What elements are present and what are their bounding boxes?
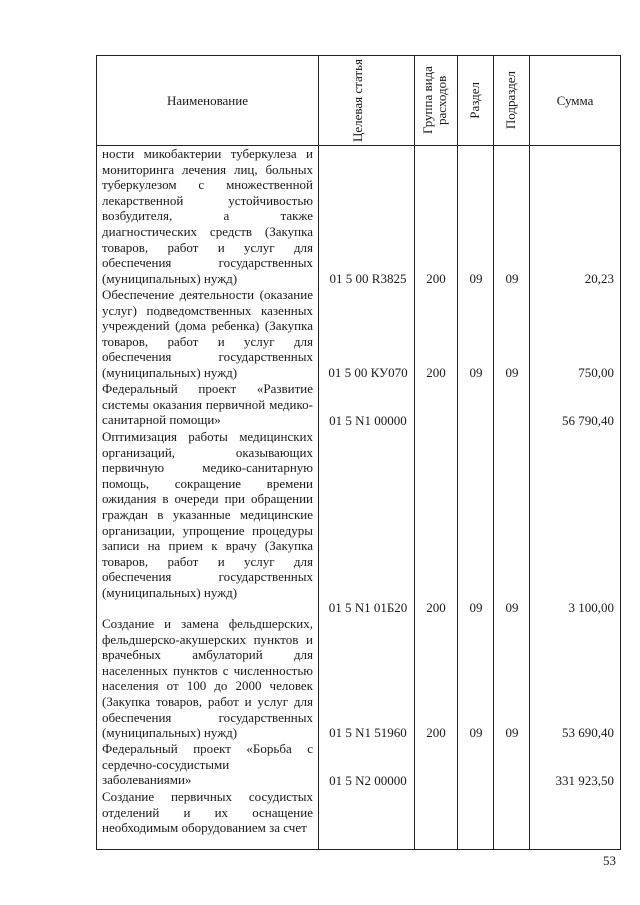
row-section: 09: [469, 600, 483, 615]
row-description: Обеспечение деятельности (оказание услуг) подведомственных казенных учреждений (дома ребенка) (Закупка товаров, работ и услуг для обеспечения государственных (муниципальных) нужд): [102, 287, 313, 380]
col-divider: [457, 56, 458, 849]
row-description: Создание и замена фельдшерских, фельдшерско-акушерских пунктов и врачебных амбулаторий для населенных пунктов с численностью населения от 100 до 2000 человек (Закупка товаров, работ и услуг для обеспечения государственных (муниципальных) нужд): [102, 616, 313, 741]
header-section: [457, 56, 493, 145]
header-name: [97, 56, 318, 145]
row-group: 200: [426, 600, 446, 615]
budget-table: [96, 55, 621, 850]
row-subsection: 09: [505, 271, 519, 286]
row-sum: 3 100,00: [568, 600, 614, 615]
row-description: Федеральный проект «Борьба с сердечно-сосудистыми заболеваниями»: [102, 741, 313, 788]
col-divider: [493, 56, 494, 849]
row-section: 09: [469, 365, 483, 380]
row-subsection: 09: [505, 600, 519, 615]
header-subsection-label: Подраздел: [503, 71, 518, 130]
header-name-label: Наименование: [167, 92, 248, 108]
header-sum-label: Сумма: [556, 92, 594, 108]
row-target-code: 01 5 N1 01Б20: [328, 600, 408, 615]
row-subsection: 09: [505, 725, 519, 740]
row-sum: 56 790,40: [562, 413, 614, 428]
row-sum: 331 923,50: [555, 773, 614, 788]
row-section: 09: [469, 725, 483, 740]
header-sum: [529, 56, 621, 145]
row-sum: 750,00: [578, 365, 614, 380]
row-section: 09: [469, 271, 483, 286]
row-target-code: 01 5 N1 00000: [329, 413, 407, 428]
col-divider: [318, 56, 319, 849]
page-number: 53: [603, 853, 616, 868]
header-target: [318, 56, 414, 145]
row-group: 200: [426, 365, 446, 380]
row-sum: 53 690,40: [562, 725, 614, 740]
row-group: 200: [426, 271, 446, 286]
row-description: Федеральный проект «Развитие системы оказания первичной медико-санитарной помощи»: [102, 381, 313, 428]
row-description: ности микобактерии туберкулеза и мониторинга лечения лиц, больных туберкулезом с множественной лекарственной устойчивостью возбудителя, а также диагностических средств (Закупка товаров, работ и услуг для обеспечения государственных (муниципальных) нужд): [102, 146, 313, 286]
row-target-code: 01 5 N1 51960: [329, 725, 407, 740]
row-target-code: 01 5 00 КУ070: [328, 365, 408, 380]
row-target-code: 01 5 00 R3825: [329, 271, 407, 286]
row-sum: 20,23: [584, 271, 614, 286]
row-description: Оптимизация работы медицинских организаций, оказывающих первичную медико-санитарную помощь, сокращение времени ожидания в очереди при обращении граждан в указанные медицинские организации, упрощение процедуры записи на прием к врачу (Закупка товаров, работ и услуг для обеспечения государственных (муниципальных) нужд): [102, 429, 313, 600]
row-target-code: 01 5 N2 00000: [329, 773, 407, 788]
header-subsection: [493, 56, 529, 145]
header-section-label: Раздел: [467, 82, 482, 119]
header-target-label: Целевая статья: [350, 58, 365, 142]
header-group-label: Группа вида расходов: [419, 66, 449, 135]
row-group: 200: [426, 725, 446, 740]
header-group: [414, 56, 457, 145]
row-subsection: 09: [505, 365, 519, 380]
row-description: Создание первичных сосудистых отделений и их оснащение необходимым оборудованием за счет: [102, 789, 313, 836]
col-divider: [529, 56, 530, 849]
